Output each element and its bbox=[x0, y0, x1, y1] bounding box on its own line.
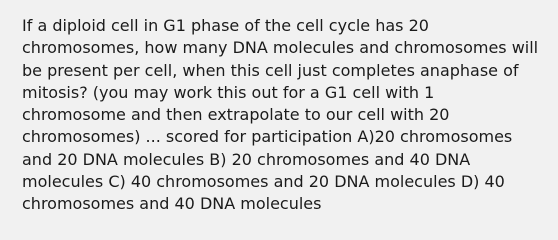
question-text: If a diploid cell in G1 phase of the cell cycle has 20 chromosomes, how many DNA molecules and chromosomes will be present per cell, when this cell just completes anaphase of mitosis? (you may work this out for a G1 cell with 1 chromosome and then extrapolate to our cell with 20 chromosomes) ... scored for participation A)20 chromosomes and 20 DNA molecules B) 20 chromosomes and 40 DNA molecules C) 40 chromosomes and 20 DNA molecules D) 40 chromosomes and 40 DNA molecules bbox=[22, 16, 539, 214]
